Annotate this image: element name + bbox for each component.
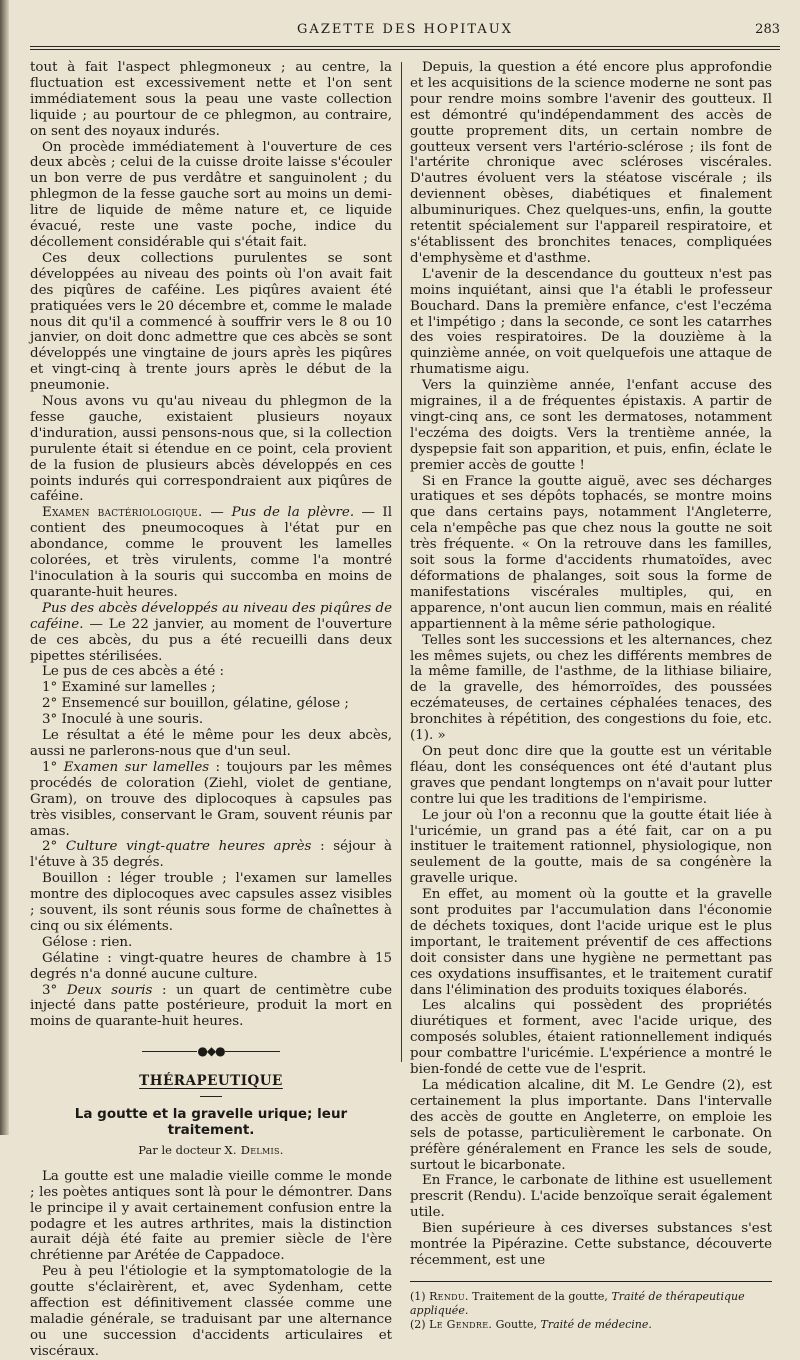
paragraph: 2° Culture vingt-quatre heures après : séjour à l'étuve à 35 degrés. (30, 839, 392, 871)
subheading-italic: Pus des abcès développés au niveau des piqûres de caféine. (30, 600, 392, 632)
footnote-work: Traité de thérapeutique appliquée. (410, 1289, 745, 1317)
paragraph: Ces deux collections purulentes se sont développées au niveau des points où l'on avait fait des piqûres de caféine. Les piqûres avaient été pratiquées vers le 20 décembre et, comme le malade nous dit qu'il a commencé à souffrir vers le 8 ou 10 janvier, on doit donc admettre que ces abcès se sont développés une vingtaine de jours après les piqûres et vingt-cinq à trente jours après le début de la pneumonie. (30, 250, 392, 394)
paragraph: En France, le carbonate de lithine est usuellement prescrit (Rendu). L'acide benzoïque serait également utile. (410, 1173, 772, 1221)
paragraph: L'avenir de la descendance du goutteux n'est pas moins inquiétant, ainsi que l'a établi le professeur Bouchard. Dans la première enfance, c'est l'eczéma et l'impétigo ; dans la seconde, ce sont les catarrhes des voies respiratoires. De la douzième à la quinzième année, on voit quelquefois une attaque de rhumatisme aigu. (410, 266, 772, 378)
left-column (30, 60, 392, 1360)
paragraph: Pus des abcès développés au niveau des piqûres de caféine. — Le 22 janvier, au moment de l'ouverture de ces abcès, du pus a été recueilli dans deux pipettes stérilisées. (30, 600, 392, 664)
footnote: (1) Rendu. Traitement de la goutte, Traité de thérapeutique appliquée. (410, 1289, 745, 1317)
paragraph: Si en France la goutte aiguë, avec ses décharges uratiques et ses dépôts tophacés, se montre moins que dans certains pays, notamment l'Angleterre, cela n'empêche pas que chez nous la goutte ne soit très fréquente. « On la retrouve dans les familles, soit sous la forme d'accidents rhumatoïdes, avec déformations de phalanges, soit sous la forme de manifestations viscérales multiples, qui, en apparence, n'ont aucun lien commun, mais en réalité appartiennent à la même série pathologique. (410, 473, 772, 632)
page-binding-shadow (0, 0, 9, 1135)
footnote-author: Le Gendre. (429, 1317, 493, 1331)
paragraph: La médication alcaline, dit M. Le Gendre (2), est certainement la plus importante. Dans l'intervalle des accès de goutte en Angleterre, on emploie les sels de potasse, particulièrement le carbonate. On préfère généralement en France les sels de soude, surtout le bicarbonate. (410, 1078, 772, 1173)
paragraph: Depuis, la question a été encore plus approfondie et les acquisitions de la science moderne ne sont pas pour rendre moins sombre l'avenir des goutteux. Il est démontré qu'indépendamment des accès de goutte proprement dits, un certain nombre de goutteux versent vers l'artério-sclérose ; ils font de l'artérite chronique avec scléroses viscérales. D'autres évoluent vers la stéatose viscérale ; ils deviennent obèses, diabétiques et finalement albuminuriques. Chez quelques-uns, enfin, la goutte retentit spécialement sur l'appareil respiratoire, et s'établissent des bronchites tenaces, compliquées d'emphysème et d'asthme. (410, 60, 772, 266)
subheading-italic: Examen sur lamelles (63, 759, 210, 775)
list-item: 1° Examiné sur lamelles ; (42, 680, 216, 696)
paragraph: On peut donc dire que la goutte est un véritable fléau, dont les conséquences ont été d'autant plus graves que pendant longtemps on n'avait pour lutter contre lui que les traditions de l'empirisme. (410, 743, 772, 807)
paragraph: Telles sont les successions et les alternances, chez les mêmes sujets, ou chez les différents membres de la même famille, de l'asthme, de la lithiase biliaire, de la gravelle, des hémorroïdes, des poussées eczémateuses, de certaines céphalées tenaces, des bronchites à répétition, des congestions du foie, etc. (1). » (410, 632, 772, 744)
paragraph: Le résultat a été le même pour les deux abcès, aussi ne parlerons-nous que d'un seul. (30, 728, 392, 759)
footnote-rule (410, 1281, 772, 1282)
paragraph: Le jour où l'on a reconnu que la goutte était liée à l'uricémie, un grand pas a été fait, car on a pu instituer le traitement rationnel, physiologique, non seulement de la goutte, mais de sa congénère la gravelle urique. (410, 807, 772, 887)
short-rule (200, 1096, 222, 1097)
newspaper-page (30, 0, 780, 1359)
running-head (30, 22, 780, 42)
bacteriology-paragraph: Examen bactériologique. — Pus de la plèvre. — Il contient des pneumocoques à l'état pur en abondance, comme le prouvent les lamelles colorées, et très virulents, comme l'a montré l'inoculation à la souris qui succomba en moins de quarante-huit heures. (30, 505, 392, 600)
page-number: 283 (755, 22, 780, 37)
list-item: 2° Ensemencé sur bouillon, gélatine, gélose ; (42, 696, 349, 712)
paragraph: La goutte est une maladie vieille comme le monde ; les poètes antiques sont là pour le démontrer. Dans le principe il y avait certainement confusion entre la podagre et les autres arthrites, mais la distinction aurait déjà été faite au premier siècle de l'ère chrétienne par Arétée de Cappadoce. (30, 1168, 392, 1264)
paragraph: Gélose : rien. (42, 934, 133, 950)
paragraph: Les alcalins qui possèdent des propriétés diurétiques et forment, avec l'acide urique, des composés solubles, étaient rationnellement indiqués pour combattre l'uricémie. L'expérience a montré le bien-fondé de cette vue de l'esprit. (410, 998, 772, 1078)
paragraph: Gélatine : vingt-quatre heures de chambre à 15 degrés n'a donné aucune culture. (30, 950, 392, 982)
subheading: Examen bactériologique. — (42, 505, 225, 521)
section-title: THÉRAPEUTIQUE (139, 1073, 283, 1090)
list-item: 3° Inoculé à une souris. (42, 712, 204, 728)
subheading-italic: Culture vingt-quatre heures après (65, 839, 312, 855)
article-title: La goutte et la gravelle urique; leur traitement. (74, 1106, 348, 1138)
paragraph: Bouillon : léger trouble ; l'examen sur lamelles montre des diplocoques avec capsules assez visibles ; souvent, ils sont réunis sous forme de chaînettes à cinq ou six éléments. (30, 871, 392, 934)
paragraph: Vers la quinzième année, l'enfant accuse des migraines, il a de fréquentes épistaxis. A partir de vingt-cinq ans, ce sont les dermatoses, notamment l'eczéma des doigts. Vers la trentième année, la dyspepsie fait son apparition, et puis, enfin, éclate le premier accès de goutte ! (410, 378, 772, 473)
paragraph: tout à fait l'aspect phlegmoneux ; au centre, la fluctuation est excessivement nette et l'on sent immédiatement sous la peau une vaste collection liquide ; au pourtour de ce phlegmon, au contraire, on sent des noyaux indurés. (30, 60, 392, 139)
column-divider (401, 62, 402, 1062)
header-double-rule (30, 46, 780, 50)
footnote: (2) Le Gendre. Goutte, Traité de médecine. (410, 1317, 652, 1331)
paragraph: 3° Deux souris : un quart de centimètre cube injecté dans patte postérieure, produit la mort en moins de quarante-huit heures. (30, 982, 392, 1030)
author-name: X. Delmis. (224, 1142, 284, 1157)
section-divider-ornament: ●◆● (30, 1044, 392, 1060)
paragraph: En effet, au moment où la goutte et la gravelle sont produites par l'accumulation dans l'économie de déchets toxiques, dont l'acide urique est le plus important, le traitement préventif de ces affections doit consister dans une hygiène ne permettant pas ces oxydations insuffisantes, et le traitement curatif dans l'élimination des produits toxiques élaborés. (410, 887, 772, 998)
paragraph: 1° Examen sur lamelles : toujours par les mêmes procédés de coloration (Ziehl, violet de gentiane, Gram), on trouve des diplocoques à capsules pas très visibles, conservant le Gram, souvent réunis par amas. (30, 759, 392, 839)
right-column (410, 60, 772, 1332)
subheading-italic: Deux souris (66, 982, 153, 998)
footnote-author: Rendu. (429, 1289, 469, 1303)
paragraph: Nous avons vu qu'au niveau du phlegmon de la fesse gauche, existaient plusieurs noyaux d'induration, aussi pensons-nous que, si la collection purulente était si étendue en ce point, cela provient de la fusion de plusieurs abcès développés en ces points indurés qui correspondraient aux piqûres de caféine. (30, 394, 392, 505)
footnote-work: Traité de médecine. (540, 1317, 652, 1331)
paragraph: Peu à peu l'étiologie et la symptomatologie de la goutte s'éclairèrent, et, avec Sydenham, cette affection est définitivement classée comme une maladie générale, se traduisant par une alternance ou une succession d'accidents articulaires et viscéraux. (30, 1264, 392, 1359)
paragraph: Le pus de ces abcès a été : (42, 664, 225, 680)
paragraph: Bien supérieure à ces diverses substances s'est montrée la Pipérazine. Cette substance, découverte récemment, est une (410, 1221, 772, 1268)
running-title: GAZETTE DES HOPITAUX (297, 22, 513, 37)
paragraph: On procède immédiatement à l'ouverture de ces deux abcès ; celui de la cuisse droite laisse s'écouler un bon verre de pus verdâtre et sanguinolent ; du phlegmon de la fesse gauche sort au moins un demi-litre de liquide de même nature et, ce liquide évacué, reste une vaste poche, indice du décollement considérable qui s'était fait. (30, 139, 392, 250)
byline: Par le docteur X. Delmis. (138, 1142, 284, 1157)
subheading-italic: Pus de la plèvre. (231, 505, 355, 521)
